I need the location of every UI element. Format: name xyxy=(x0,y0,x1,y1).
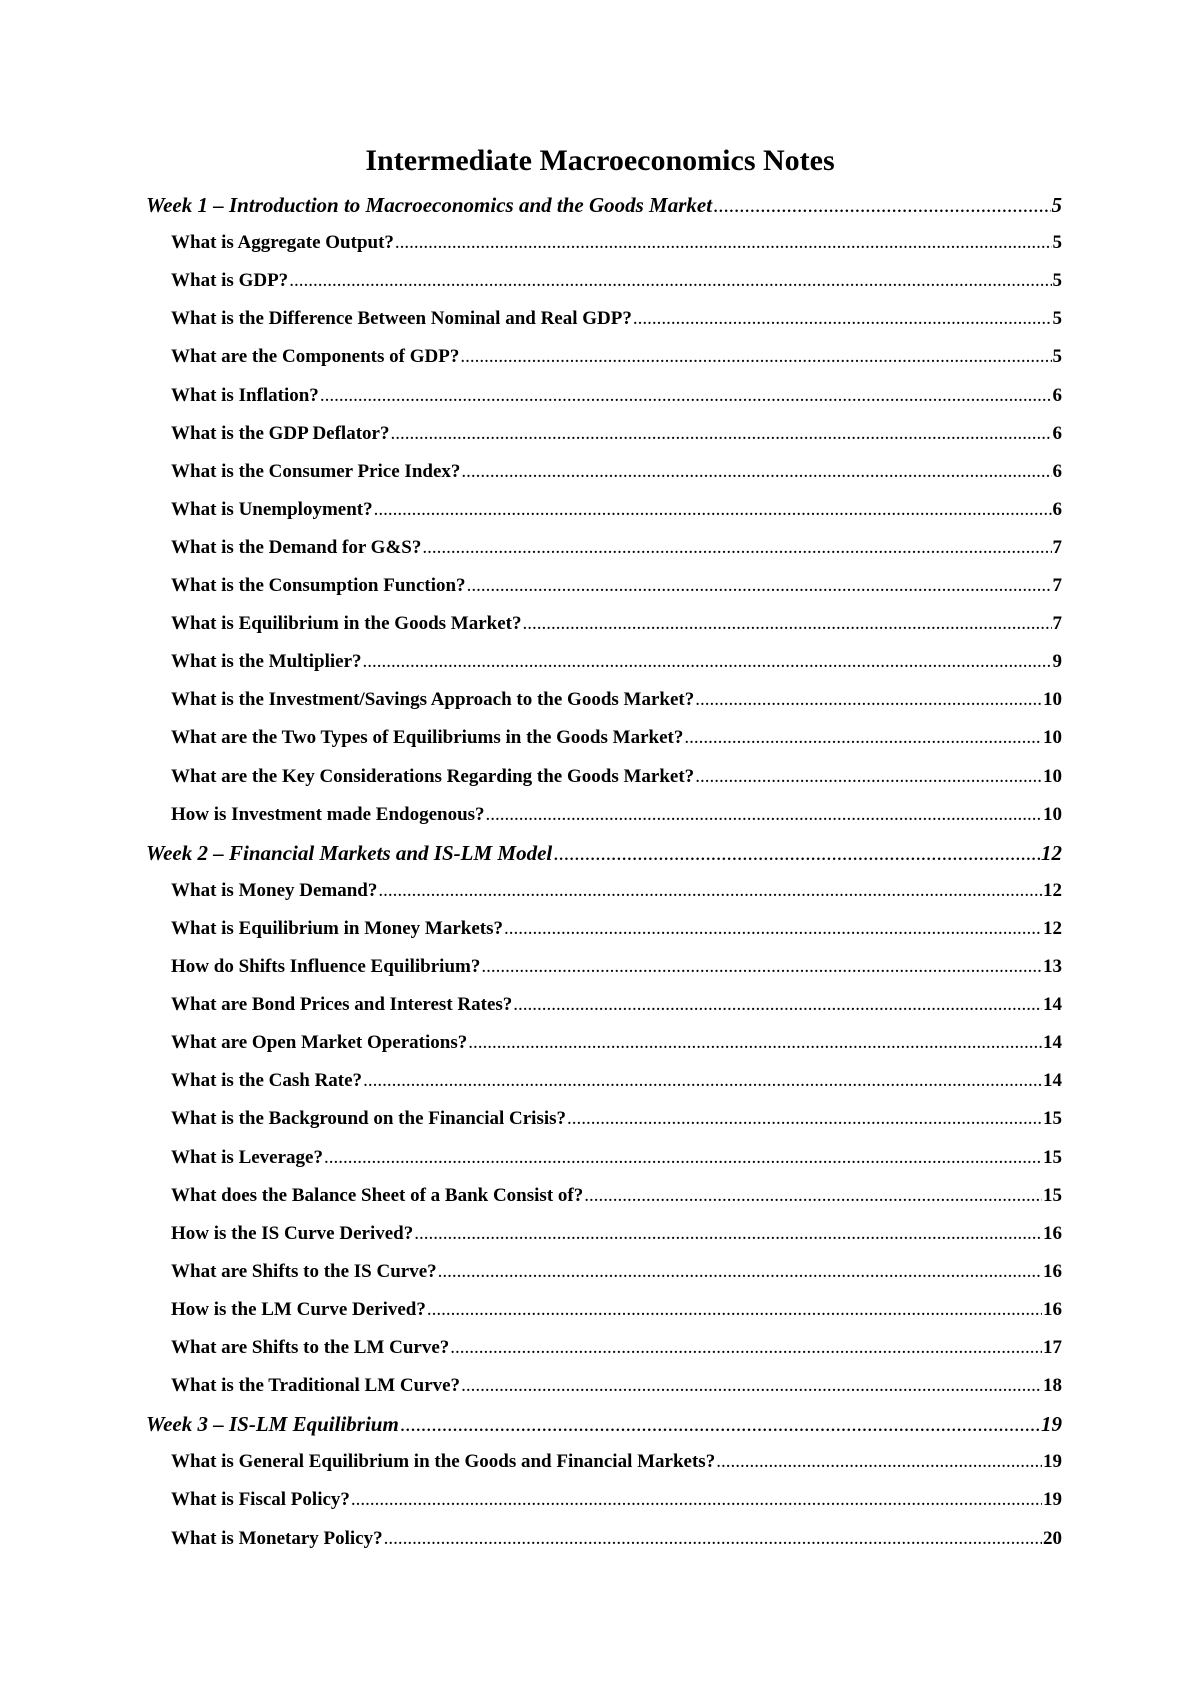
toc-dot-leader xyxy=(438,1257,1042,1287)
toc-page-number: 6 xyxy=(1052,423,1062,444)
toc-entry-label: What are Shifts to the LM Curve? xyxy=(171,1337,450,1358)
toc-page-number: 15 xyxy=(1043,1108,1062,1129)
toc-question-entry[interactable] xyxy=(171,1104,1062,1134)
toc-page-number: 18 xyxy=(1043,1375,1062,1396)
toc-dot-leader xyxy=(553,838,1040,868)
toc-question-entry[interactable] xyxy=(171,1066,1062,1096)
toc-entry-label: How is Investment made Endogenous? xyxy=(171,804,485,825)
toc-dot-leader xyxy=(584,1181,1042,1211)
toc-page-number: 5 xyxy=(1052,346,1062,367)
toc-page-number: 5 xyxy=(1052,232,1062,253)
toc-entry-label: What are Open Market Operations? xyxy=(171,1032,468,1053)
toc-question-entry[interactable] xyxy=(171,457,1062,487)
toc-dot-leader xyxy=(324,1143,1042,1173)
toc-question-entry[interactable] xyxy=(171,1143,1062,1173)
toc-question-entry[interactable] xyxy=(171,1447,1062,1477)
toc-dot-leader xyxy=(633,304,1052,334)
toc-question-entry[interactable] xyxy=(171,685,1062,715)
toc-entry-label: Week 3 – IS-LM Equilibrium xyxy=(146,1412,399,1436)
toc-question-entry[interactable] xyxy=(171,876,1062,906)
toc-question-entry[interactable] xyxy=(171,266,1062,296)
toc-question-entry[interactable] xyxy=(171,1257,1062,1287)
toc-dot-leader xyxy=(363,1066,1042,1096)
toc-entry-label: What does the Balance Sheet of a Bank Consist of? xyxy=(171,1185,584,1206)
toc-page-number: 16 xyxy=(1043,1299,1062,1320)
toc-dot-leader xyxy=(289,266,1051,296)
toc-page-number: 13 xyxy=(1043,956,1062,977)
toc-dot-leader xyxy=(481,952,1042,982)
toc-page-number: 14 xyxy=(1043,1032,1062,1053)
toc-entry-label: What is Unemployment? xyxy=(171,499,373,520)
toc-question-entry[interactable] xyxy=(171,571,1062,601)
toc-question-entry[interactable] xyxy=(171,1181,1062,1211)
toc-dot-leader xyxy=(363,647,1052,677)
toc-question-entry[interactable] xyxy=(171,647,1062,677)
toc-page-number: 19 xyxy=(1043,1451,1062,1472)
toc-question-entry[interactable] xyxy=(171,1524,1062,1554)
toc-entry-label: What is Money Demand? xyxy=(171,880,378,901)
toc-dot-leader xyxy=(684,723,1042,753)
toc-question-entry[interactable] xyxy=(171,800,1062,830)
toc-entry-label: What is the Multiplier? xyxy=(171,651,362,672)
toc-entry-label: What is Fiscal Policy? xyxy=(171,1489,350,1510)
toc-page-number: 14 xyxy=(1043,1070,1062,1091)
toc-page-number: 10 xyxy=(1043,727,1062,748)
toc-question-entry[interactable] xyxy=(171,342,1062,372)
toc-page-number: 15 xyxy=(1043,1185,1062,1206)
toc-entry-label: What are the Two Types of Equilibriums in the Goods Market? xyxy=(171,727,684,748)
toc-page-number: 14 xyxy=(1043,994,1062,1015)
toc-question-entry[interactable] xyxy=(171,1485,1062,1515)
toc-dot-leader xyxy=(713,190,1050,220)
toc-dot-leader xyxy=(695,685,1042,715)
toc-entry-label: Week 2 – Financial Markets and IS-LM Model xyxy=(146,841,553,865)
toc-page-number: 6 xyxy=(1052,499,1062,520)
toc-page-number: 20 xyxy=(1043,1528,1062,1549)
toc-page-number: 6 xyxy=(1052,461,1062,482)
toc-dot-leader xyxy=(461,457,1051,487)
toc-entry-label: What is the Consumer Price Index? xyxy=(171,461,461,482)
toc-question-entry[interactable] xyxy=(171,609,1062,639)
toc-entry-label: What are Shifts to the IS Curve? xyxy=(171,1261,437,1282)
toc-page-number: 10 xyxy=(1043,689,1062,710)
toc-page-number: 7 xyxy=(1052,537,1062,558)
toc-page-number: 12 xyxy=(1041,841,1062,865)
document-title: Intermediate Macroeconomics Notes xyxy=(365,144,835,177)
toc-entry-label: What is Leverage? xyxy=(171,1147,323,1168)
toc-dot-leader xyxy=(378,876,1042,906)
toc-question-entry[interactable] xyxy=(171,762,1062,792)
toc-entry-label: What is the Demand for G&S? xyxy=(171,537,422,558)
toc-entry-label: What is the GDP Deflator? xyxy=(171,423,390,444)
toc-page-number: 6 xyxy=(1052,385,1062,406)
toc-dot-leader xyxy=(450,1333,1042,1363)
toc-dot-leader xyxy=(461,1371,1042,1401)
toc-page-number: 12 xyxy=(1043,918,1062,939)
toc-question-entry[interactable] xyxy=(171,1028,1062,1058)
toc-page-number: 19 xyxy=(1041,1412,1062,1436)
toc-page-number: 10 xyxy=(1043,766,1062,787)
toc-dot-leader xyxy=(716,1447,1042,1477)
toc-question-entry[interactable] xyxy=(171,1333,1062,1363)
toc-question-entry[interactable] xyxy=(171,381,1062,411)
toc-dot-leader xyxy=(460,342,1051,372)
toc-question-entry[interactable] xyxy=(171,914,1062,944)
toc-entry-label: How is the IS Curve Derived? xyxy=(171,1223,414,1244)
toc-question-entry[interactable] xyxy=(171,304,1062,334)
toc-question-entry[interactable] xyxy=(171,228,1062,258)
toc-week-heading[interactable] xyxy=(146,1409,1062,1439)
toc-entry-label: What is the Background on the Financial Crisis? xyxy=(171,1108,567,1129)
toc-page-number: 7 xyxy=(1052,613,1062,634)
toc-page-number: 5 xyxy=(1051,193,1062,217)
toc-question-entry[interactable] xyxy=(171,533,1062,563)
toc-entry-label: What are the Components of GDP? xyxy=(171,346,460,367)
toc-week-heading[interactable] xyxy=(146,190,1062,220)
toc-dot-leader xyxy=(468,1028,1042,1058)
toc-dot-leader xyxy=(427,1295,1042,1325)
toc-dot-leader xyxy=(504,914,1042,944)
toc-dot-leader xyxy=(523,609,1052,639)
toc-entry-label: What is Equilibrium in the Goods Market? xyxy=(171,613,522,634)
toc-page-number: 9 xyxy=(1052,651,1062,672)
toc-question-entry[interactable] xyxy=(171,1219,1062,1249)
toc-page-number: 17 xyxy=(1043,1337,1062,1358)
toc-entry-label: What is Aggregate Output? xyxy=(171,232,394,253)
toc-entry-label: What is the Traditional LM Curve? xyxy=(171,1375,461,1396)
toc-question-entry[interactable] xyxy=(171,723,1062,753)
toc-page-number: 5 xyxy=(1052,308,1062,329)
toc-question-entry[interactable] xyxy=(171,419,1062,449)
toc-entry-label: Week 1 – Introduction to Macroeconomics and the Goods Market xyxy=(146,193,713,217)
toc-entry-label: What is Inflation? xyxy=(171,385,319,406)
toc-dot-leader xyxy=(400,1409,1040,1439)
toc-entry-label: What are the Key Considerations Regarding the Goods Market? xyxy=(171,766,695,787)
toc-page-number: 16 xyxy=(1043,1223,1062,1244)
toc-dot-leader xyxy=(567,1104,1042,1134)
toc-page-number: 15 xyxy=(1043,1147,1062,1168)
toc-question-entry[interactable] xyxy=(171,1371,1062,1401)
toc-dot-leader xyxy=(695,762,1042,792)
toc-page-number: 7 xyxy=(1052,575,1062,596)
toc-entry-label: What is GDP? xyxy=(171,270,289,291)
toc-page-number: 5 xyxy=(1052,270,1062,291)
toc-page-number: 19 xyxy=(1043,1489,1062,1510)
toc-entry-label: What is Equilibrium in Money Markets? xyxy=(171,918,503,939)
toc-entry-label: How is the LM Curve Derived? xyxy=(171,1299,426,1320)
toc-dot-leader xyxy=(395,228,1052,258)
toc-dot-leader xyxy=(467,571,1052,601)
toc-dot-leader xyxy=(351,1485,1042,1515)
toc-entry-label: What are Bond Prices and Interest Rates? xyxy=(171,994,513,1015)
toc-question-entry[interactable] xyxy=(171,495,1062,525)
toc-entry-label: What is the Investment/Savings Approach to the Goods Market? xyxy=(171,689,695,710)
toc-page-number: 12 xyxy=(1043,880,1062,901)
toc-dot-leader xyxy=(374,495,1052,525)
toc-dot-leader xyxy=(513,990,1042,1020)
toc-question-entry[interactable] xyxy=(171,990,1062,1020)
toc-week-heading[interactable] xyxy=(146,838,1062,868)
toc-dot-leader xyxy=(414,1219,1042,1249)
toc-dot-leader xyxy=(486,800,1042,830)
toc-entry-label: What is the Cash Rate? xyxy=(171,1070,363,1091)
toc-question-entry[interactable] xyxy=(171,1295,1062,1325)
toc-page-number: 10 xyxy=(1043,804,1062,825)
toc-entry-label: What is Monetary Policy? xyxy=(171,1528,383,1549)
toc-entry-label: What is the Consumption Function? xyxy=(171,575,466,596)
toc-dot-leader xyxy=(422,533,1051,563)
toc-dot-leader xyxy=(384,1524,1042,1554)
toc-entry-label: What is General Equilibrium in the Goods and Financial Markets? xyxy=(171,1451,716,1472)
toc-entry-label: How do Shifts Influence Equilibrium? xyxy=(171,956,481,977)
toc-page-number: 16 xyxy=(1043,1261,1062,1282)
toc-entry-label: What is the Difference Between Nominal and Real GDP? xyxy=(171,308,632,329)
toc-dot-leader xyxy=(320,381,1052,411)
toc-dot-leader xyxy=(390,419,1051,449)
toc-question-entry[interactable] xyxy=(171,952,1062,982)
